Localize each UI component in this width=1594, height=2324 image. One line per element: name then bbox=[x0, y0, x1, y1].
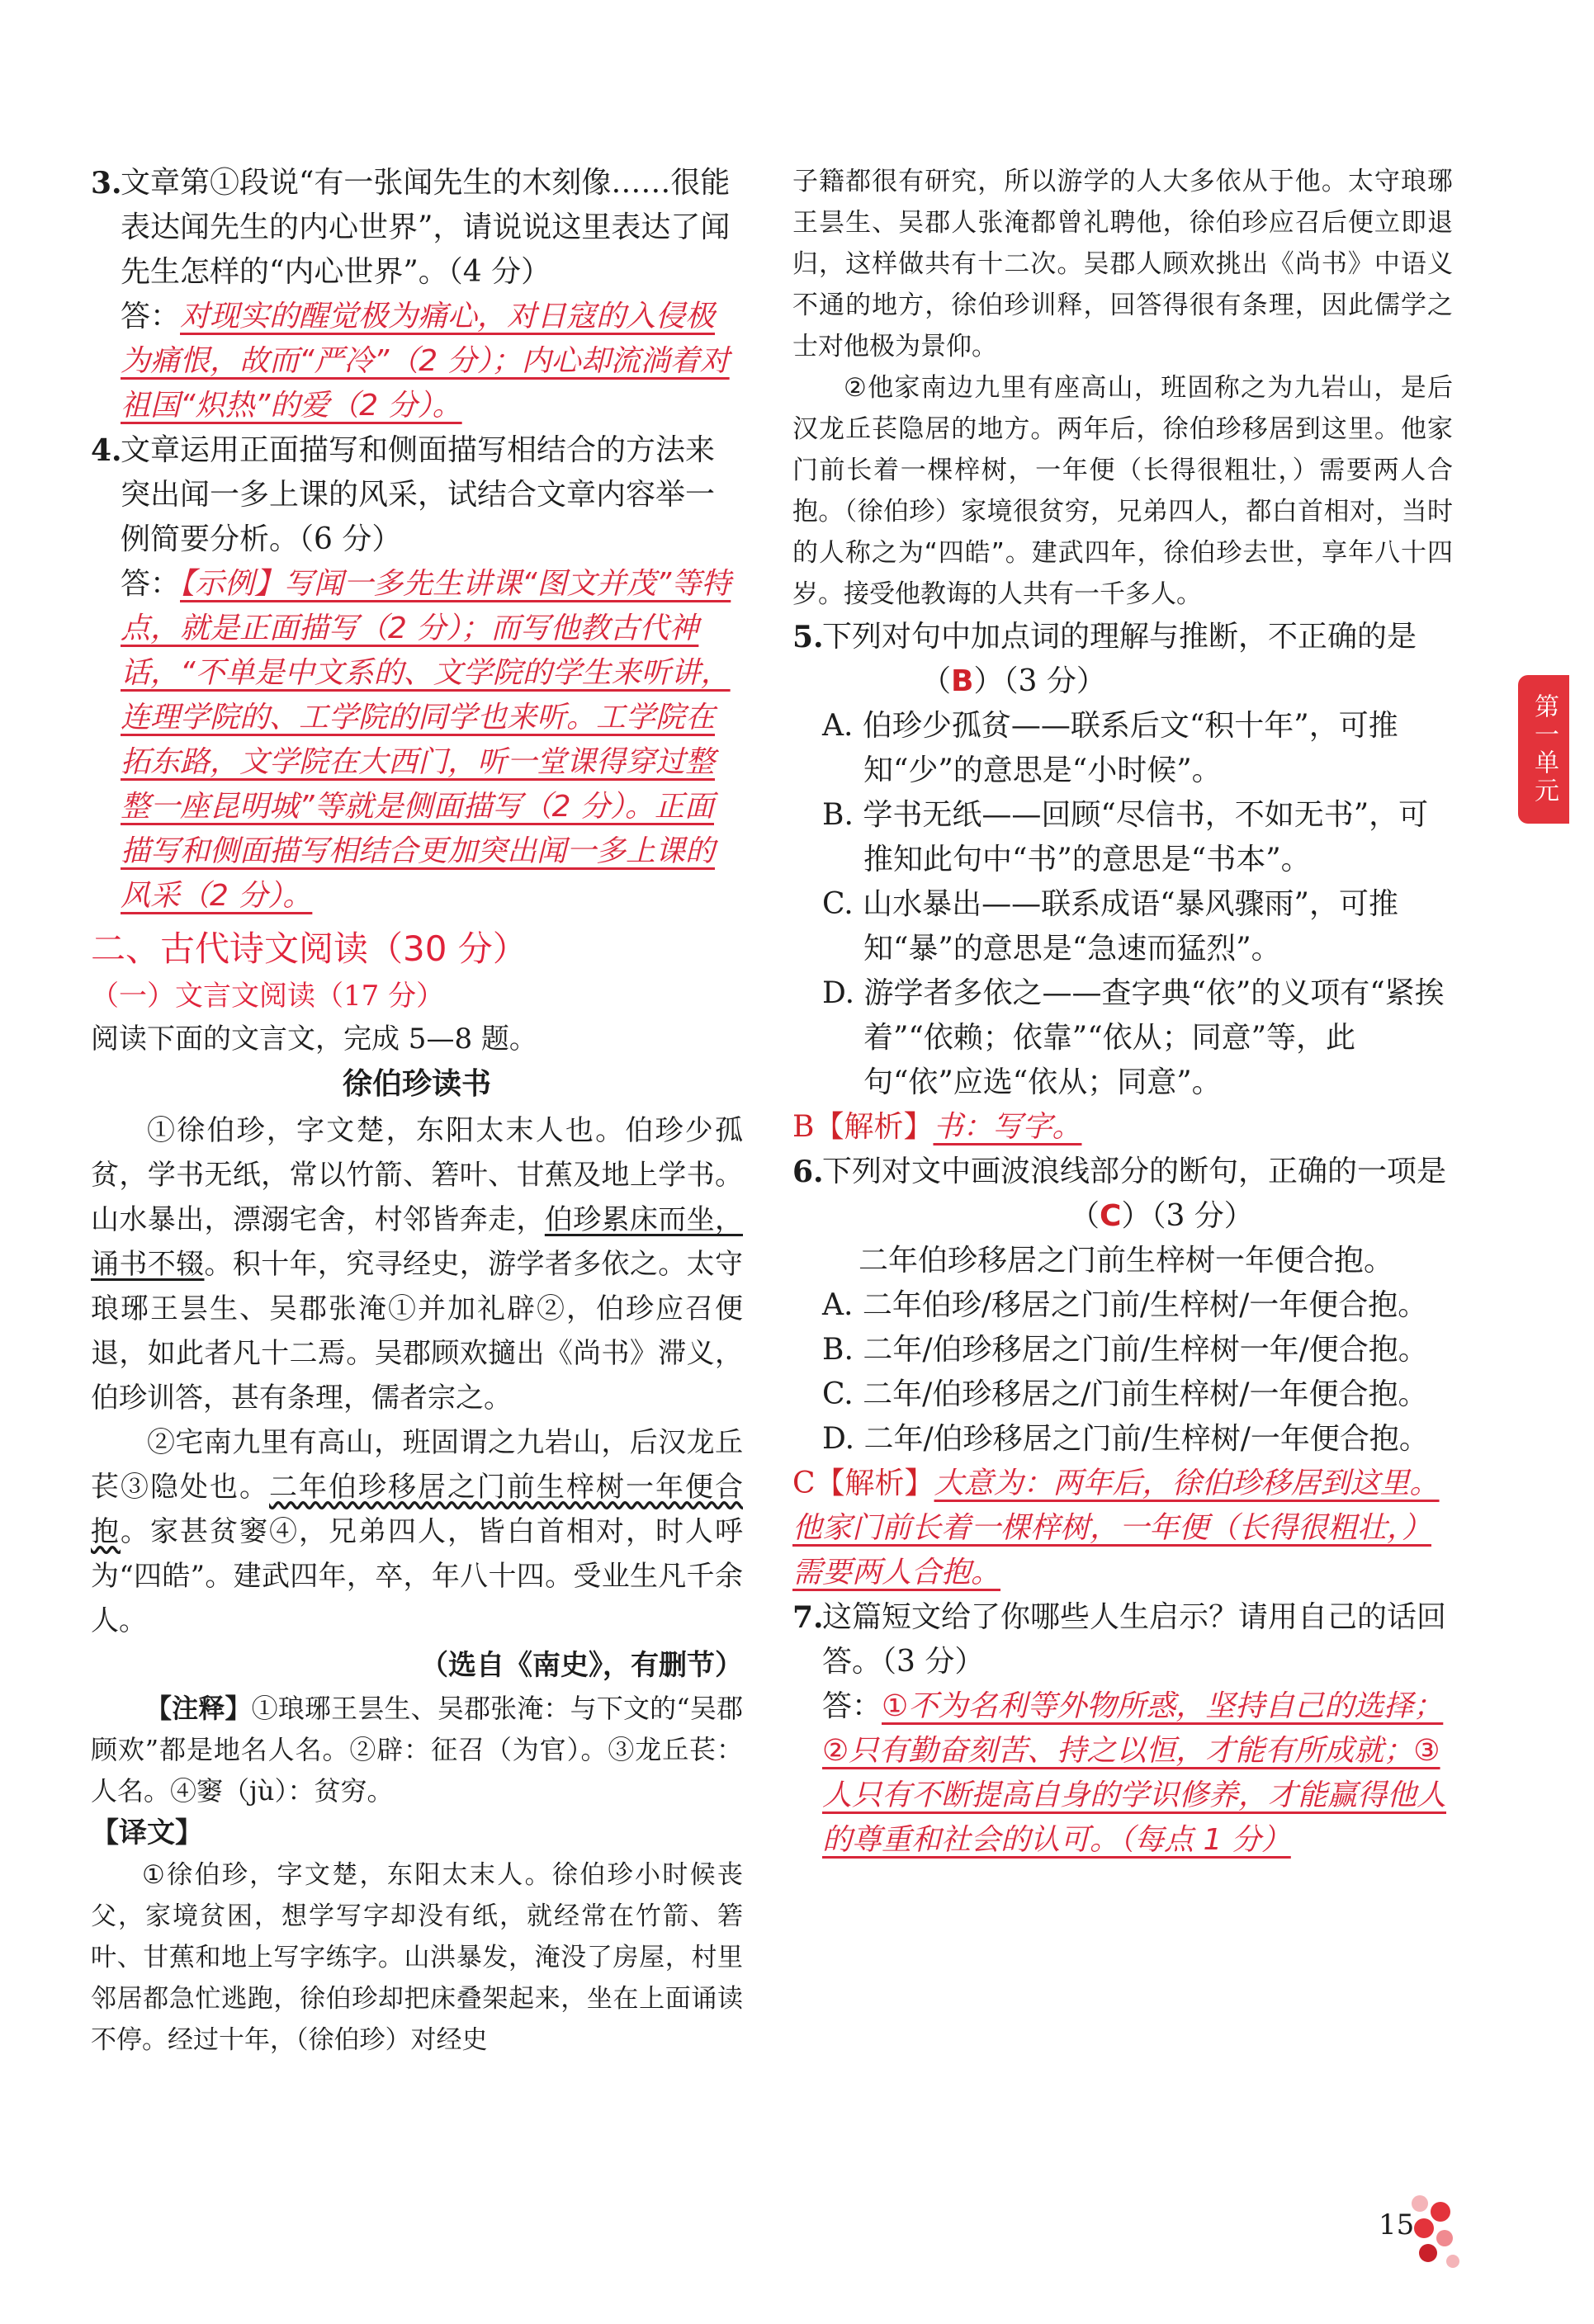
answer-text: 【示例】写闻一多先生讲课“图文并茂”等特点，就是正面描写（2 分）；而写他教古代神话，“不单是中文系的、文学院的学生来听讲，连理学院的、工学院的同学也来听。工学院在拓东路，文学院在大西门，听一堂课得穿过整整一座昆明城”等就是侧面描写（2 分）。正面描写和侧面描写相结合更加突出闻一多上课的风采（2 分）。 bbox=[121, 567, 731, 913]
question-number: 5. bbox=[792, 620, 824, 654]
question-score: （3 分） bbox=[1151, 1199, 1254, 1233]
answer-3 bbox=[91, 295, 743, 428]
translation-label: 【译文】 bbox=[91, 1816, 203, 1849]
question-text: 下列对句中加点词的理解与推断，不正确的是 bbox=[822, 620, 1417, 654]
article-paragraph-2 bbox=[91, 1420, 743, 1643]
paragraph-text: 。积十年，究寻经史，游学者多依之。太守琅琊王昙生、吴郡张淹①并加礼辟②，伯珍应召便退，如此者凡十二焉。吴郡顾欢擿出《尚书》滞义，伯珍训答，甚有条理，儒者宗之。 bbox=[91, 1248, 744, 1415]
underlined-sentence: 伯珍累床而坐，诵书不辍 bbox=[91, 1203, 744, 1281]
article-title: 徐伯珍读书 bbox=[342, 1067, 491, 1101]
paragraph-text: 。家甚贫窭④，兄弟四人，皆白首相对，时人呼为“四皓”。建武四年，卒，年八十四。受业生凡千余人。 bbox=[91, 1515, 743, 1637]
question-text: 这篇短文给了你哪些人生启示？请用自己的话回答。（3 分） bbox=[822, 1600, 1447, 1679]
unit-side-tab: 第一单元 bbox=[1518, 675, 1569, 824]
annotation bbox=[91, 1688, 743, 1811]
article-source: （选自《南史》，有删节） bbox=[420, 1649, 743, 1682]
question-number: 3. bbox=[91, 166, 122, 201]
option-a: A. 二年伯珍/移居之门前/生梓树/一年便合抱。 bbox=[822, 1288, 1428, 1322]
question-3 bbox=[91, 161, 743, 295]
question-number: 4. bbox=[91, 433, 122, 468]
answer-label: 答： bbox=[121, 567, 181, 601]
analysis-label: C【解析】 bbox=[792, 1467, 934, 1500]
right-column bbox=[792, 161, 1453, 1863]
question-text: 文章运用正面描写和侧面描写相结合的方法来突出闻一多上课的风采，试结合文章内容举一例简要分析。（6 分） bbox=[121, 433, 716, 556]
target-sentence: 二年伯珍移居之门前生梓树一年便合抱。 bbox=[858, 1244, 1394, 1278]
paragraph-text: ②宅南九里有高山，班固谓之九岩山，后汉龙丘苌③隐处也。 bbox=[91, 1426, 743, 1504]
article-paragraph-1 bbox=[91, 1108, 743, 1420]
wavy-underlined-sentence: 二年伯珍移居之门前生梓树一年便合抱 bbox=[91, 1471, 743, 1548]
option-d: D. 游学者多依之——查字典“依”的义项有“紧挨着”“依赖；依靠”“依从；同意”等，此句“依”应选“依从；同意”。 bbox=[822, 976, 1445, 1099]
option-b: B. 学书无纸——回顾“尽信书，不如无书”，可推知此句中“书”的意思是“书本”。 bbox=[822, 798, 1429, 876]
annotation-label: 【注释】 bbox=[145, 1693, 252, 1724]
analysis-text: 大意为：两年后，徐伯珍移居到这里。他家门前长着一棵梓树，一年便（长得很粗壮，）需要两人合抱。 bbox=[792, 1467, 1440, 1589]
section-title: 二、古代诗文阅读（30 分） bbox=[91, 928, 527, 969]
question-number: 6. bbox=[792, 1155, 824, 1189]
analysis-5 bbox=[792, 1105, 1453, 1150]
answer-label: 答： bbox=[121, 300, 181, 333]
sub-section-title: （一）文言文阅读（17 分） bbox=[91, 980, 445, 1013]
annotation-text: ①琅琊王昙生、吴郡张淹：与下文的“吴郡顾欢”都是地名人名。②辟：征召（为官）。③龙丘苌：人名。④窭（jù）：贫穷。 bbox=[91, 1693, 743, 1807]
analysis-6 bbox=[792, 1462, 1453, 1595]
answer-text: ①不为名利等外物所惑，坚持自己的选择；②只有勤奋刻苦、持之以恒，才能有所成就；③人只有不断提高自身的学识修养，才能赢得他人的尊重和社会的认可。（每点 1 分） bbox=[822, 1689, 1447, 1857]
question-6 bbox=[792, 1150, 1453, 1239]
analysis-text: 书：写字。 bbox=[933, 1110, 1082, 1144]
answer-choice: C bbox=[1100, 1199, 1122, 1233]
instruction: 阅读下面的文言文，完成 5—8 题。 bbox=[91, 1023, 537, 1056]
question-number: 7. bbox=[792, 1600, 824, 1635]
decorative-dots-icon bbox=[1403, 2187, 1478, 2278]
question-score: （3 分） bbox=[1003, 664, 1106, 698]
option-d: D. 二年/伯珍移居之门前/生梓树/一年便合抱。 bbox=[822, 1422, 1429, 1456]
question-text: 文章第①段说“有一张闻先生的木刻像……很能表达闻先生的内心世界”，请说说这里表达了闻先生怎样的“内心世界”。（4 分） bbox=[121, 166, 731, 289]
answer-label: 答： bbox=[822, 1689, 882, 1723]
question-4 bbox=[91, 428, 743, 562]
option-a: A. 伯珍少孤贫——联系后文“积十年”，可推知“少”的意思是“小时候”。 bbox=[822, 709, 1398, 787]
answer-paren-close: ） bbox=[973, 664, 1004, 698]
option-c: C. 山水暴出——联系成语“暴风骤雨”，可推知“暴”的意思是“急速而猛烈”。 bbox=[822, 887, 1398, 966]
option-b: B. 二年/伯珍移居之门前/生梓树一年/便合抱。 bbox=[822, 1333, 1428, 1367]
answer-paren-open: （ bbox=[921, 664, 952, 698]
question-5 bbox=[792, 615, 1453, 704]
question-text: 下列对文中画波浪线部分的断句，正确的一项是 bbox=[822, 1155, 1447, 1188]
answer-choice: B bbox=[951, 664, 974, 698]
option-c: C. 二年/伯珍移居之/门前生梓树/一年便合抱。 bbox=[822, 1377, 1428, 1411]
translation-continued: 子籍都很有研究，所以游学的人大多依从于他。太守琅琊王昙生、吴郡人张淹都曾礼聘他，徐伯珍应召后便立即退归，这样做共有十二次。吴郡人顾欢挑出《尚书》中语义不通的地方，徐伯珍训释，回答得很有条理，因此儒学之士对他极为景仰。 bbox=[792, 167, 1453, 361]
translation-paragraph-2: ②他家南边九里有座高山，班固称之为九岩山，是后汉龙丘苌隐居的地方。两年后，徐伯珍移居到这里。他家门前长着一棵梓树，一年便（长得很粗壮，）需要两人合抱。（徐伯珍）家境很贫穷，兄弟四人，都白首相对，当时的人称之为“四皓”。建武四年，徐伯珍去世，享年八十四岁。接受他教诲的人共有一千多人。 bbox=[792, 373, 1453, 609]
question-7 bbox=[792, 1595, 1453, 1684]
answer-4 bbox=[91, 562, 743, 919]
translation-paragraph-1: ①徐伯珍，字文楚，东阳太末人。徐伯珍小时候丧父，家境贫困，想学写字却没有纸，就经常在竹箭、箬叶、甘蕉和地上写字练字。山洪暴发，淹没了房屋，村里邻居都急忙逃跑，徐伯珍却把床叠架起来，坐在上面诵读不停。经过十年，（徐伯珍）对经史 bbox=[91, 1860, 743, 2055]
analysis-label: B【解析】 bbox=[792, 1110, 934, 1144]
answer-7 bbox=[792, 1684, 1453, 1863]
answer-paren-open: （ bbox=[1070, 1199, 1100, 1233]
answer-text: 对现实的醒觉极为痛心，对日寇的入侵极为痛恨，故而“严冷”（2 分）；内心却流淌着对祖国“炽热”的爱（2 分）。 bbox=[121, 300, 730, 423]
paragraph-text: ①徐伯珍，字文楚，东阳太末人也。伯珍少孤贫，学书无纸，常以竹箭、箬叶、甘蕉及地上学书。山水暴出，漂溺宅舍，村邻皆奔走， bbox=[91, 1114, 743, 1236]
left-column bbox=[91, 161, 743, 2061]
answer-paren-close: ） bbox=[1121, 1199, 1152, 1233]
page-number: 15 bbox=[1379, 2208, 1415, 2241]
